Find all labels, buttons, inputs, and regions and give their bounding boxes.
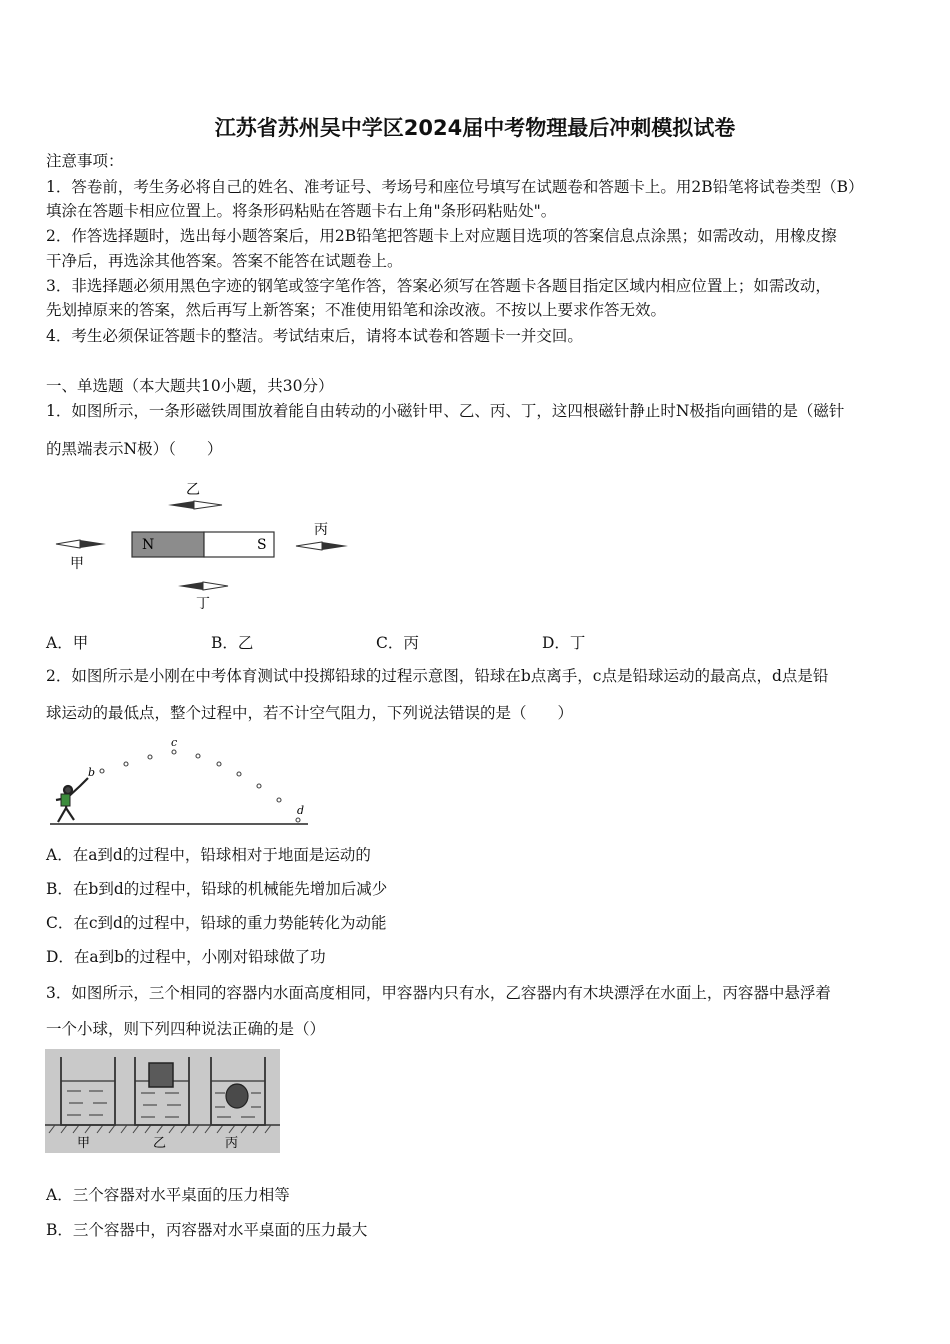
notice-line: 1．答卷前，考生务必将自己的姓名、准考证号、考场号和座位号填写在试题卷和答题卡上。用2B铅笔将试卷类型（B） <box>46 178 864 196</box>
question-3-line: 3．如图所示，三个相同的容器内水面高度相同，甲容器内只有水，乙容器内有木块漂浮在水面上，丙容器中悬浮着 <box>46 984 831 1002</box>
needle-ding <box>178 582 228 590</box>
notice-line: 干净后，再选涂其他答案。答案不能答在试题卷上。 <box>46 252 403 270</box>
notice-line: 4．考生必须保证答题卡的整洁。考试结束后，请将本试卷和答题卡一并交回。 <box>46 327 583 345</box>
option-c[interactable]: C．丙 <box>376 634 419 652</box>
point-d-label: d <box>297 804 305 817</box>
notice-line: 3．非选择题必须用黑色字迹的钢笔或签字笔作答，答案必须写在答题卡各题目指定区域内相应位置上；如需改动， <box>46 277 831 295</box>
trajectory-dots <box>100 750 300 822</box>
question-2-option-b[interactable]: B．在b到d的过程中，铅球的机械能先增加后减少 <box>46 880 388 898</box>
point-b-label: b <box>88 766 96 779</box>
suspended-ball <box>226 1084 248 1108</box>
section-heading: 一、单选题（本大题共10小题，共30分） <box>46 377 334 395</box>
container-yi-label: 乙 <box>153 1136 167 1151</box>
notice-line: 先划掉原来的答案，然后再写上新答案；不准使用铅笔和涂改液。不按以上要求作答无效。 <box>46 301 667 319</box>
question-3-line: 一个小球，则下列四种说法正确的是（） <box>46 1020 326 1038</box>
magnet-figure <box>50 472 360 617</box>
question-2-option-c[interactable]: C．在c到d的过程中，铅球的重力势能转化为动能 <box>46 914 387 932</box>
needle-jia <box>56 540 106 548</box>
question-2-line: 球运动的最低点，整个过程中，若不计空气阻力，下列说法错误的是（ ） <box>46 704 574 722</box>
question-2-line: 2．如图所示是小刚在中考体育测试中投掷铅球的过程示意图，铅球在b点离手，c点是铅球运动的最高点，d点是铅 <box>46 667 829 685</box>
needle-bing <box>296 542 348 550</box>
needle-bing-label: 丙 <box>314 522 328 538</box>
option-b[interactable]: B．乙 <box>211 634 254 652</box>
needle-ding-label: 丁 <box>196 596 210 612</box>
notice-heading: 注意事项： <box>46 152 124 170</box>
page-title: 江苏省苏州吴中学区2024届中考物理最后冲刺模拟试卷 <box>214 116 736 140</box>
container-bing-label: 丙 <box>225 1136 239 1151</box>
question-2-option-a[interactable]: A．在a到d的过程中，铅球相对于地面是运动的 <box>46 846 371 864</box>
athlete-figure <box>56 778 88 822</box>
magnet-s-label: S <box>257 537 267 553</box>
option-a[interactable]: A．甲 <box>46 634 89 652</box>
notice-line: 填涂在答题卡相应位置上。将条形码粘贴在答题卡右上角"条形码粘贴处"。 <box>46 202 557 220</box>
option-d[interactable]: D．丁 <box>542 634 586 652</box>
magnet-n-label: N <box>142 537 155 553</box>
wood-block <box>149 1063 173 1087</box>
needle-yi <box>168 501 222 509</box>
question-2-option-d[interactable]: D．在a到b的过程中，小刚对铅球做了功 <box>46 948 326 966</box>
containers-figure <box>45 1049 280 1153</box>
needle-jia-label: 甲 <box>70 556 84 572</box>
notice-line: 2．作答选择题时，选出每小题答案后，用2B铅笔把答题卡上对应题目选项的答案信息点涂黑；如需改动，用橡皮擦 <box>46 227 837 245</box>
point-c-label: c <box>171 736 178 749</box>
question-3-option-b[interactable]: B．三个容器中，丙容器对水平桌面的压力最大 <box>46 1221 368 1239</box>
container-jia-label: 甲 <box>77 1136 91 1151</box>
question-3-option-a[interactable]: A．三个容器对水平桌面的压力相等 <box>46 1186 290 1204</box>
shot-put-figure <box>46 734 316 830</box>
question-1-line: 的黑端表示N极）（ ） <box>46 440 223 458</box>
needle-yi-label: 乙 <box>186 482 200 498</box>
question-1-line: 1．如图所示，一条形磁铁周围放着能自由转动的小磁针甲、乙、丙、丁，这四根磁针静止时N极指向画错的是（磁针 <box>46 402 845 420</box>
